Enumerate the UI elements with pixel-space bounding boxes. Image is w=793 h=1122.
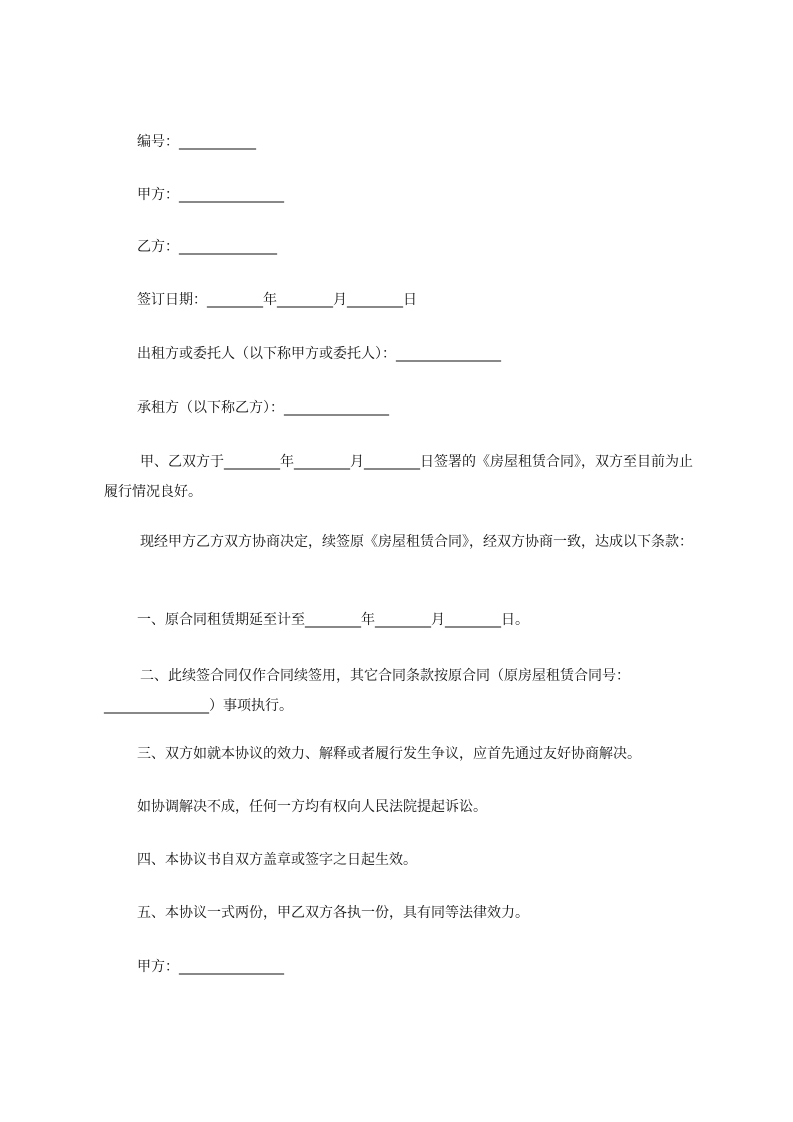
clause-3-continued: 如协调解决不成，任何一方均有权向人民法院提起诉讼。 — [137, 799, 487, 815]
contract-number-field: 编号：___________ — [137, 134, 256, 150]
clause-2-paragraph — [104, 661, 704, 721]
clause-3: 三、双方如就本协议的效力、解释或者履行发生争议，应首先通过友好协商解决。 — [137, 746, 641, 762]
intro-text-2: 现经甲方乙方双方协商决定，续签原《房屋租赁合同》，经双方协商一致，达成以下条款： — [140, 534, 693, 550]
clause-1: 一、原合同租赁期延至计至________年________月________日。 — [137, 612, 529, 628]
party-b-field: 乙方：______________ — [137, 239, 277, 255]
clause-2: 二、此续签合同仅作合同续签用，其它合同条款按原合同（原房屋租赁合同号：_______________）事项执行。 — [104, 668, 630, 714]
lessor-field: 出租方或委托人（以下称甲方或委托人）：_______________ — [137, 346, 501, 362]
intro-paragraph-2 — [104, 527, 704, 557]
intro-text-1: 甲、乙双方于________年________月________日签署的《房屋租赁合同》，双方至目前为止履行情况良好。 — [104, 454, 693, 500]
sign-date-field: 签订日期：________年________月________日 — [137, 292, 417, 308]
intro-paragraph-1 — [104, 447, 704, 507]
lessee-field: 承租方（以下称乙方）：_______________ — [137, 400, 389, 416]
clause-5: 五、本协议一式两份，甲乙双方各执一份，具有同等法律效力。 — [137, 905, 529, 921]
party-a-signature-field: 甲方：_______________ — [137, 959, 284, 975]
clause-4: 四、本协议书自双方盖章或签字之日起生效。 — [137, 852, 417, 868]
party-a-field: 甲方：_______________ — [137, 187, 284, 203]
